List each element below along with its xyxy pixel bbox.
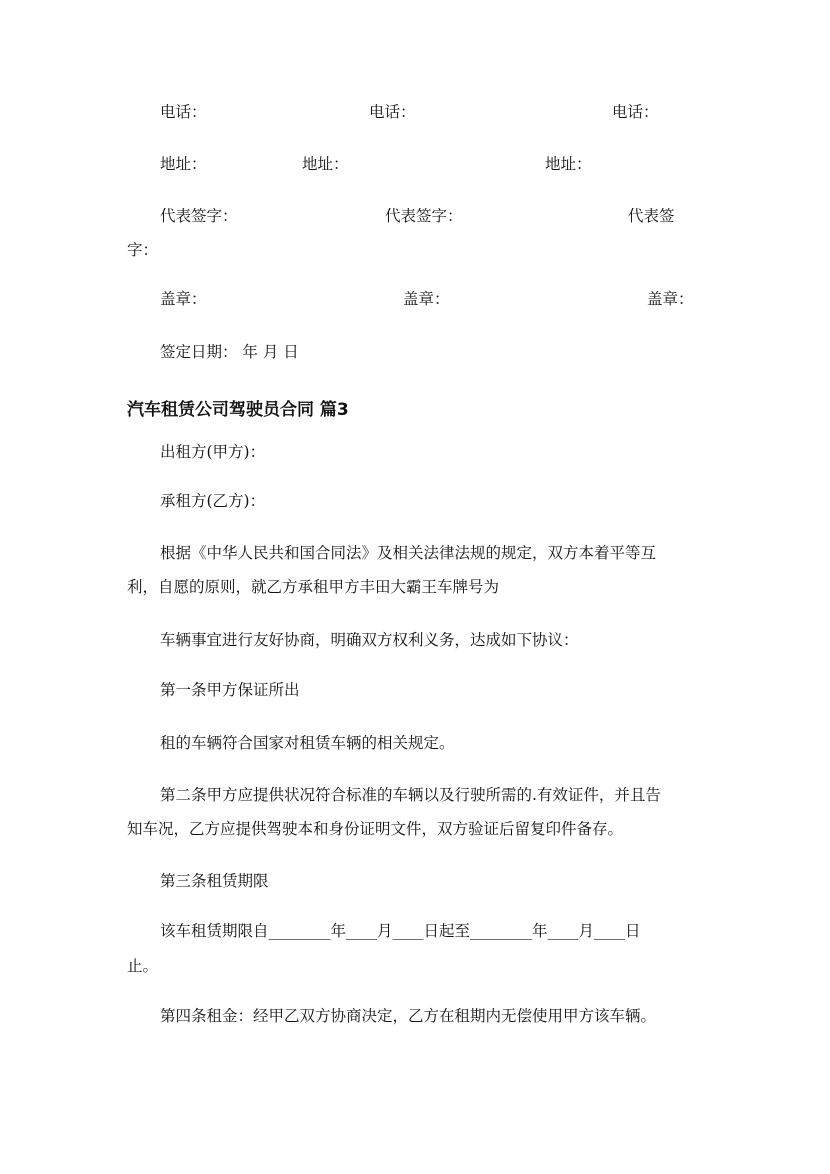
paragraph-line: 承租方(乙方)： <box>160 492 266 510</box>
paragraph-line: 车辆事宜进行友好协商，明确双方权利义务，达成如下协议： <box>160 631 579 649</box>
address-label-a: 地址： <box>160 155 207 173</box>
paragraph-line: 租的车辆符合国家对租赁车辆的相关规定。 <box>160 734 455 752</box>
paragraph-line: 根据《中华人民共和国合同法》及相关法律法规的规定，双方本着平等互 <box>160 544 657 562</box>
rep-sign-label-c: 代表签 <box>628 207 675 225</box>
sign-date: 签定日期： 年 月 日 <box>160 343 299 361</box>
paragraph-line: 该车租赁期限自________年____月____日起至________年____月____日 <box>160 922 641 940</box>
phone-label-b: 电话： <box>369 103 416 121</box>
section-title: 汽车租赁公司驾驶员合同 篇3 <box>127 400 349 420</box>
phone-label-a: 电话： <box>160 103 207 121</box>
paragraph-line: 利，自愿的原则，就乙方承租甲方丰田大霸王车牌号为 <box>127 578 500 596</box>
rep-sign-wrap: 字： <box>127 241 159 259</box>
paragraph-line: 第一条甲方保证所出 <box>160 681 300 699</box>
paragraph-line: 第三条租赁期限 <box>160 872 269 890</box>
rep-sign-label-a: 代表签字： <box>160 207 238 225</box>
phone-label-c: 电话： <box>612 103 659 121</box>
paragraph-line: 第四条租金：经甲乙双方协商决定，乙方在租期内无偿使用甲方该车辆。 <box>160 1007 657 1025</box>
seal-label-b: 盖章： <box>403 290 450 308</box>
address-label-b: 地址： <box>302 155 349 173</box>
paragraph-line: 止。 <box>127 957 159 975</box>
address-label-c: 地址： <box>545 155 592 173</box>
seal-label-a: 盖章： <box>160 290 207 308</box>
paragraph-line: 出租方(甲方)： <box>160 443 266 461</box>
paragraph-line: 第二条甲方应提供状况符合标准的车辆以及行驶所需的.有效证件，并且告 <box>160 786 661 804</box>
paragraph-line: 知车况，乙方应提供驾驶本和身份证明文件，双方验证后留复印件备存。 <box>127 820 624 838</box>
rep-sign-label-b: 代表签字： <box>385 207 463 225</box>
seal-label-c: 盖章： <box>647 290 694 308</box>
